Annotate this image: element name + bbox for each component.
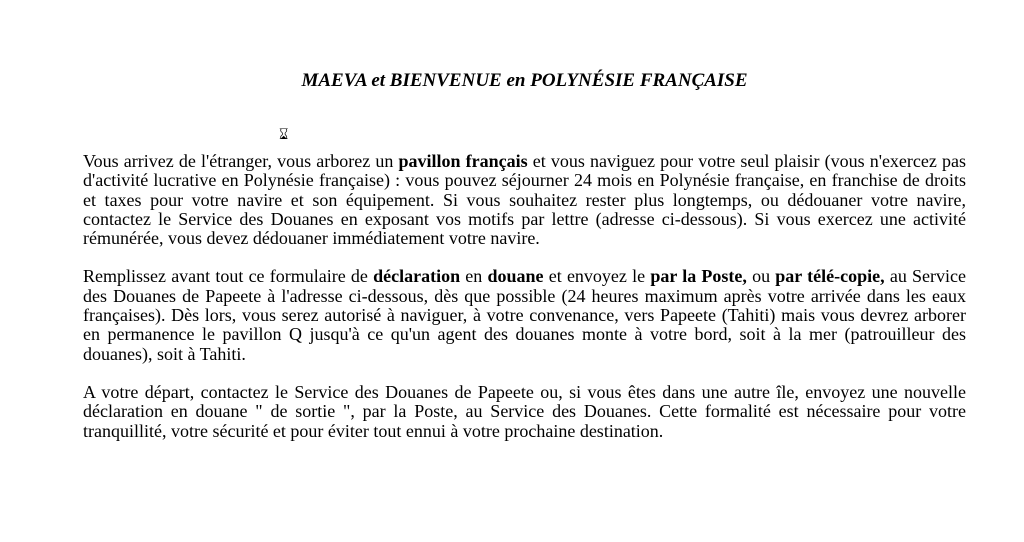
hourglass-icon: ⌛︎: [279, 127, 289, 143]
paragraph-departure: A votre départ, contactez le Service des Douanes de Papeete ou, si vous êtes dans une autre île, envoyez une nouvelle déclaration en douane " de sortie ", par la Poste, au Service des Douanes. Cette formalité est nécessaire pour votre tranquillité, votre sécurité et pour éviter tout ennui à votre prochaine destination.: [83, 381, 966, 441]
document-page: [83, 70, 966, 441]
paragraph-arrival: Vous arrivez de l'étranger, vous arborez un pavillon français et vous naviguez pour votre seul plaisir (vous n'exercez pas d'activité lucrative en Polynésie française) : vous pouvez séjourner 24 mois en Polynésie française, en franchise de droits et taxes pour votre navire et son équipement. Si vous souhaitez rester plus longtemps, ou dédouaner votre navire, contactez le Service des Douanes en exposant vos motifs par lettre (adresse ci-dessous). Si vous exercez une activité rémunérée, vous devez dédouaner immédiatement votre navire.: [83, 151, 967, 249]
icon-row: [83, 128, 966, 148]
document-title: MAEVA et BIENVENUE en POLYNÉSIE FRANÇAISE: [301, 70, 748, 91]
paragraph-declaration: Remplissez avant tout ce formulaire de déclaration en douane et envoyez le par la Poste, ou par télé-copie, au Service des Douanes de Papeete à l'adresse ci-dessous, dès que possible (24 heures maximum après votre arrivée dans les eaux françaises). Dès lors, vous serez autorisé à naviguer, à votre convenance, vers Papeete (Tahiti) mais vous devrez arborer en permanence le pavillon Q jusqu'à ce qu'un agent des douanes monte à votre bord, soit à la mer (patrouilleur des douanes), soit à Tahiti.: [83, 266, 966, 364]
